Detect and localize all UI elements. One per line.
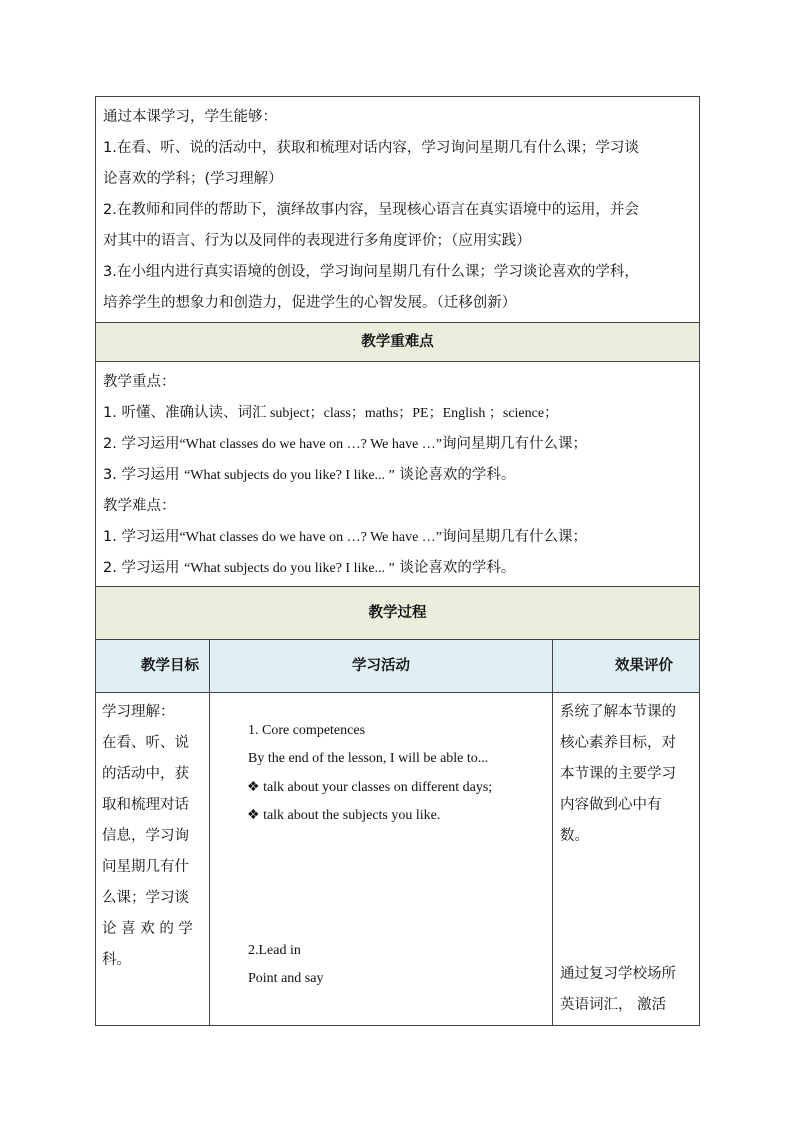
evaluation-line: 系统了解本节课的 <box>560 704 676 720</box>
goal-line: 取和梳理对话 <box>102 797 189 813</box>
goal-line: 信息，学习询 <box>102 828 189 844</box>
bullet-item: ❖ talk about the subjects you like. <box>247 808 441 823</box>
objectives-intro: 通过本课学习，学生能够： <box>103 109 277 125</box>
process-content-row <box>96 693 700 1026</box>
evaluation-line: 本节课的主要学习 <box>560 766 676 782</box>
activity-cell <box>210 693 553 1026</box>
goal-line: 的活动中，获 <box>102 766 189 782</box>
focus-item-3: 3. 学习运用 “What subjects do you like? I like... ” 谈论喜欢的学科。 <box>103 467 516 483</box>
evaluation-lower-block <box>560 959 692 1021</box>
goal-line: 论 喜 欢 的 学 <box>102 921 193 937</box>
difficulty-item-1: 1. 学习运用“What classes do we have on …? We have …”询问星期几有什么课； <box>103 529 588 545</box>
bullet-item: ❖ talk about your classes on different days; <box>247 780 493 795</box>
goal-cell <box>96 693 210 1026</box>
focus-item-2: 2. 学习运用“What classes do we have on …? We have …”询问星期几有什么课； <box>103 436 588 452</box>
objectives-row <box>96 97 700 323</box>
process-heading: 教学过程 <box>96 587 700 640</box>
objective-3-line1: 3.在小组内进行真实语境的创设，学习询问星期几有什么课；学习谈论喜欢的学科， <box>103 264 639 280</box>
focus-label: 教学重点： <box>103 374 176 390</box>
diamond-bullet-icon: ❖ <box>247 808 264 823</box>
lead-in-title: 2.Lead in <box>248 943 301 958</box>
difficulty-item-2: 2. 学习运用 “What subjects do you like? I like... ” 谈论喜欢的学科。 <box>103 560 516 576</box>
difficulty-label: 教学难点： <box>103 498 176 514</box>
focus-item-1: 1. 听懂、准确认读、词汇 subject；class；maths；PE；English ；science； <box>103 405 559 421</box>
objectives-cell <box>96 97 700 323</box>
evaluation-lower-line: 通过复习学校场所 <box>560 966 676 982</box>
evaluation-lower-line: 英语词汇， 激活 <box>560 997 667 1013</box>
lesson-plan-sheet <box>95 96 699 1026</box>
objective-3-line2: 培养学生的想象力和创造力，促进学生的心智发展。（迁移创新） <box>103 295 517 311</box>
objective-1-line2: 论喜欢的学科；(学习理解） <box>103 171 283 187</box>
key-points-row <box>96 362 700 587</box>
core-competences-intro: By the end of the lesson, I will be able to... <box>248 751 489 766</box>
goal-line: 问星期几有什 <box>102 859 189 875</box>
evaluation-line: 核心素养目标，对 <box>560 735 676 751</box>
column-header-evaluation: 效果评价 <box>553 640 700 693</box>
objective-2-line2: 对其中的语言、行为以及同伴的表现进行多角度评价；（应用实践） <box>103 233 531 249</box>
evaluation-line: 数。 <box>560 828 589 844</box>
process-heading-row <box>96 587 700 640</box>
diamond-bullet-icon: ❖ <box>247 780 264 795</box>
goal-line: 么课；学习谈 <box>102 890 189 906</box>
key-points-heading: 教学重难点 <box>96 323 700 362</box>
lead-in-subtitle: Point and say <box>248 971 324 986</box>
lesson-plan-table <box>95 96 700 1026</box>
goal-line: 在看、听、说 <box>102 735 189 751</box>
column-header-goal: 教学目标 <box>96 640 210 693</box>
key-points-cell <box>96 362 700 587</box>
evaluation-line: 内容做到心中有 <box>560 797 662 813</box>
goal-line: 科。 <box>102 952 131 968</box>
process-columns-row <box>96 640 700 693</box>
goal-line: 学习理解： <box>102 704 175 720</box>
objective-2-line1: 2.在教师和同伴的帮助下，演绎故事内容，呈现核心语言在真实语境中的运用，并会 <box>103 202 639 218</box>
objective-1-line1: 1.在看、听、说的活动中，获取和梳理对话内容，学习询问星期几有什么课；学习谈 <box>103 140 639 156</box>
column-header-activity: 学习活动 <box>210 640 553 693</box>
core-competences-title: 1. Core competences <box>248 723 366 738</box>
evaluation-cell <box>553 693 700 1026</box>
key-points-heading-row <box>96 323 700 362</box>
